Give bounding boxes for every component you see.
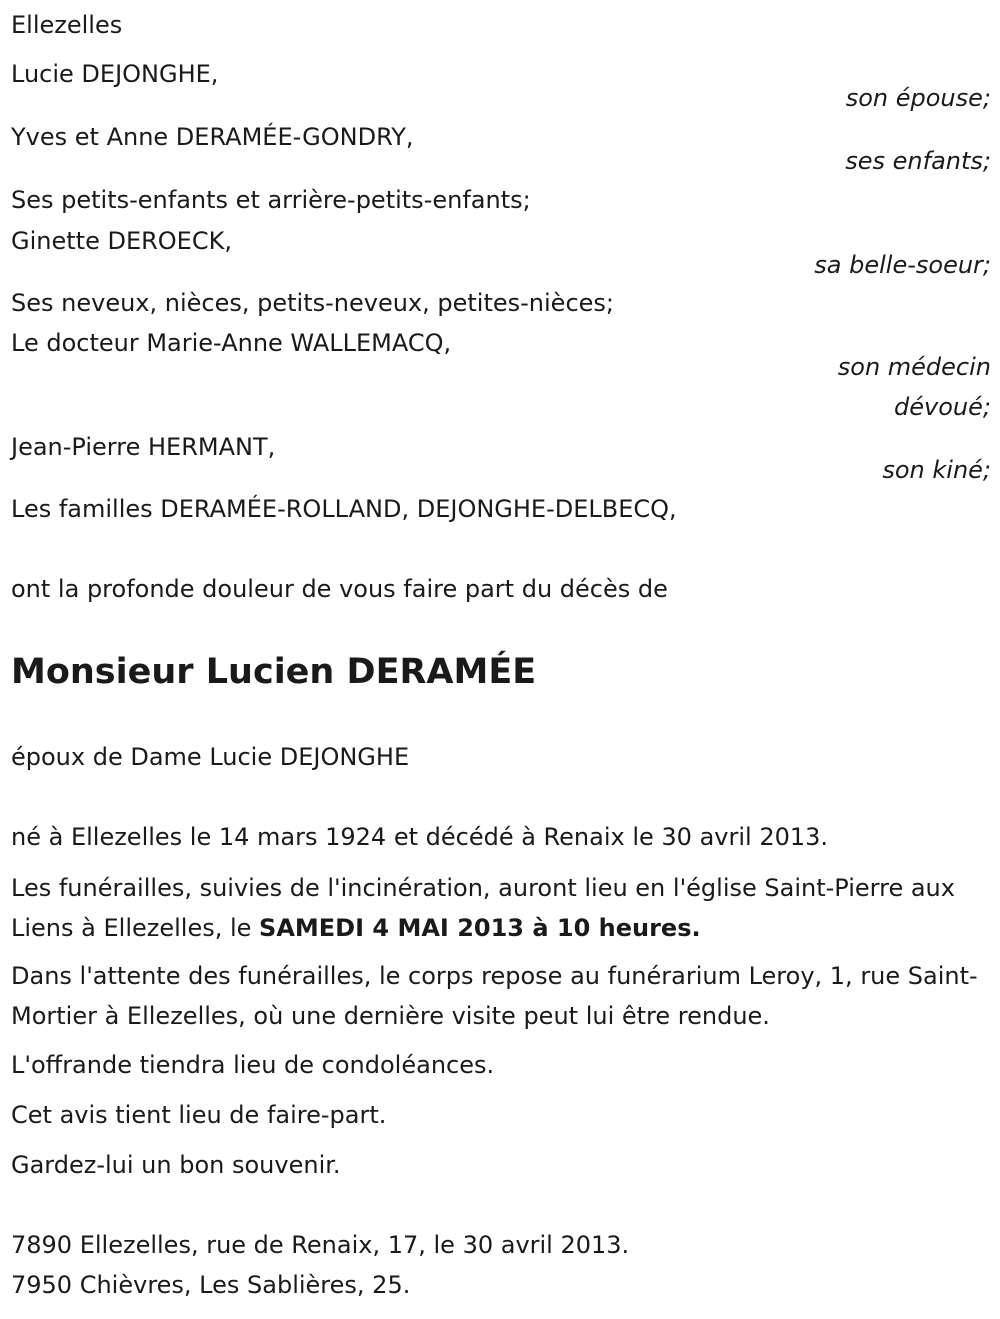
notice-line: Cet avis tient lieu de faire-part.: [11, 1101, 387, 1129]
deceased-name: Monsieur Lucien DERAMÉE: [11, 652, 537, 692]
spouse-line: époux de Dame Lucie DEJONGHE: [11, 743, 410, 771]
family-relation: son épouse;: [845, 84, 991, 112]
family-name: Ses petits-enfants et arrière-petits-enfants;: [11, 186, 531, 214]
family-name: Ginette DEROECK,: [11, 227, 232, 255]
address-line: 7950 Chièvres, Les Sablières, 25.: [11, 1271, 411, 1299]
family-name: Lucie DEJONGHE,: [11, 60, 219, 88]
birth-death-line: né à Ellezelles le 14 mars 1924 et décédé à Renaix le 30 avril 2013.: [11, 823, 829, 851]
funeral-paragraph: [11, 868, 991, 948]
family-name: Jean-Pierre HERMANT,: [11, 433, 276, 461]
offering-line: L'offrande tiendra lieu de condoléances.: [11, 1051, 495, 1079]
family-name: Le docteur Marie-Anne WALLEMACQ,: [11, 329, 452, 357]
viewing-paragraph: Dans l'attente des funérailles, le corps repose au funérarium Leroy, 1, rue Saint-Mortier à Ellezelles, où une dernière visite peut lui être rendue.: [11, 962, 978, 1030]
family-name: Les familles DERAMÉE-ROLLAND, DEJONGHE-DELBECQ,: [11, 495, 677, 523]
family-name: Yves et Anne DERAMÉE-GONDRY,: [11, 123, 414, 151]
location: Ellezelles: [11, 11, 123, 39]
family-relation: son médecin: [837, 353, 991, 381]
family-relation: dévoué;: [894, 393, 991, 421]
remember-line: Gardez-lui un bon souvenir.: [11, 1151, 341, 1179]
funeral-text: Les funérailles, suivies de l'incinération, auront lieu en l'église Saint-Pierre aux Liens à Ellezelles, le: [11, 874, 955, 942]
family-name: Ses neveux, nièces, petits-neveux, petites-nièces;: [11, 289, 614, 317]
address-line: 7890 Ellezelles, rue de Renaix, 17, le 30 avril 2013.: [11, 1231, 630, 1259]
family-relation: son kiné;: [882, 456, 991, 484]
family-relation: ses enfants;: [845, 147, 991, 175]
funeral-date: SAMEDI 4 MAI 2013 à 10 heures.: [259, 914, 701, 942]
announcement: ont la profonde douleur de vous faire part du décès de: [11, 575, 668, 603]
family-relation: sa belle-soeur;: [814, 251, 991, 279]
